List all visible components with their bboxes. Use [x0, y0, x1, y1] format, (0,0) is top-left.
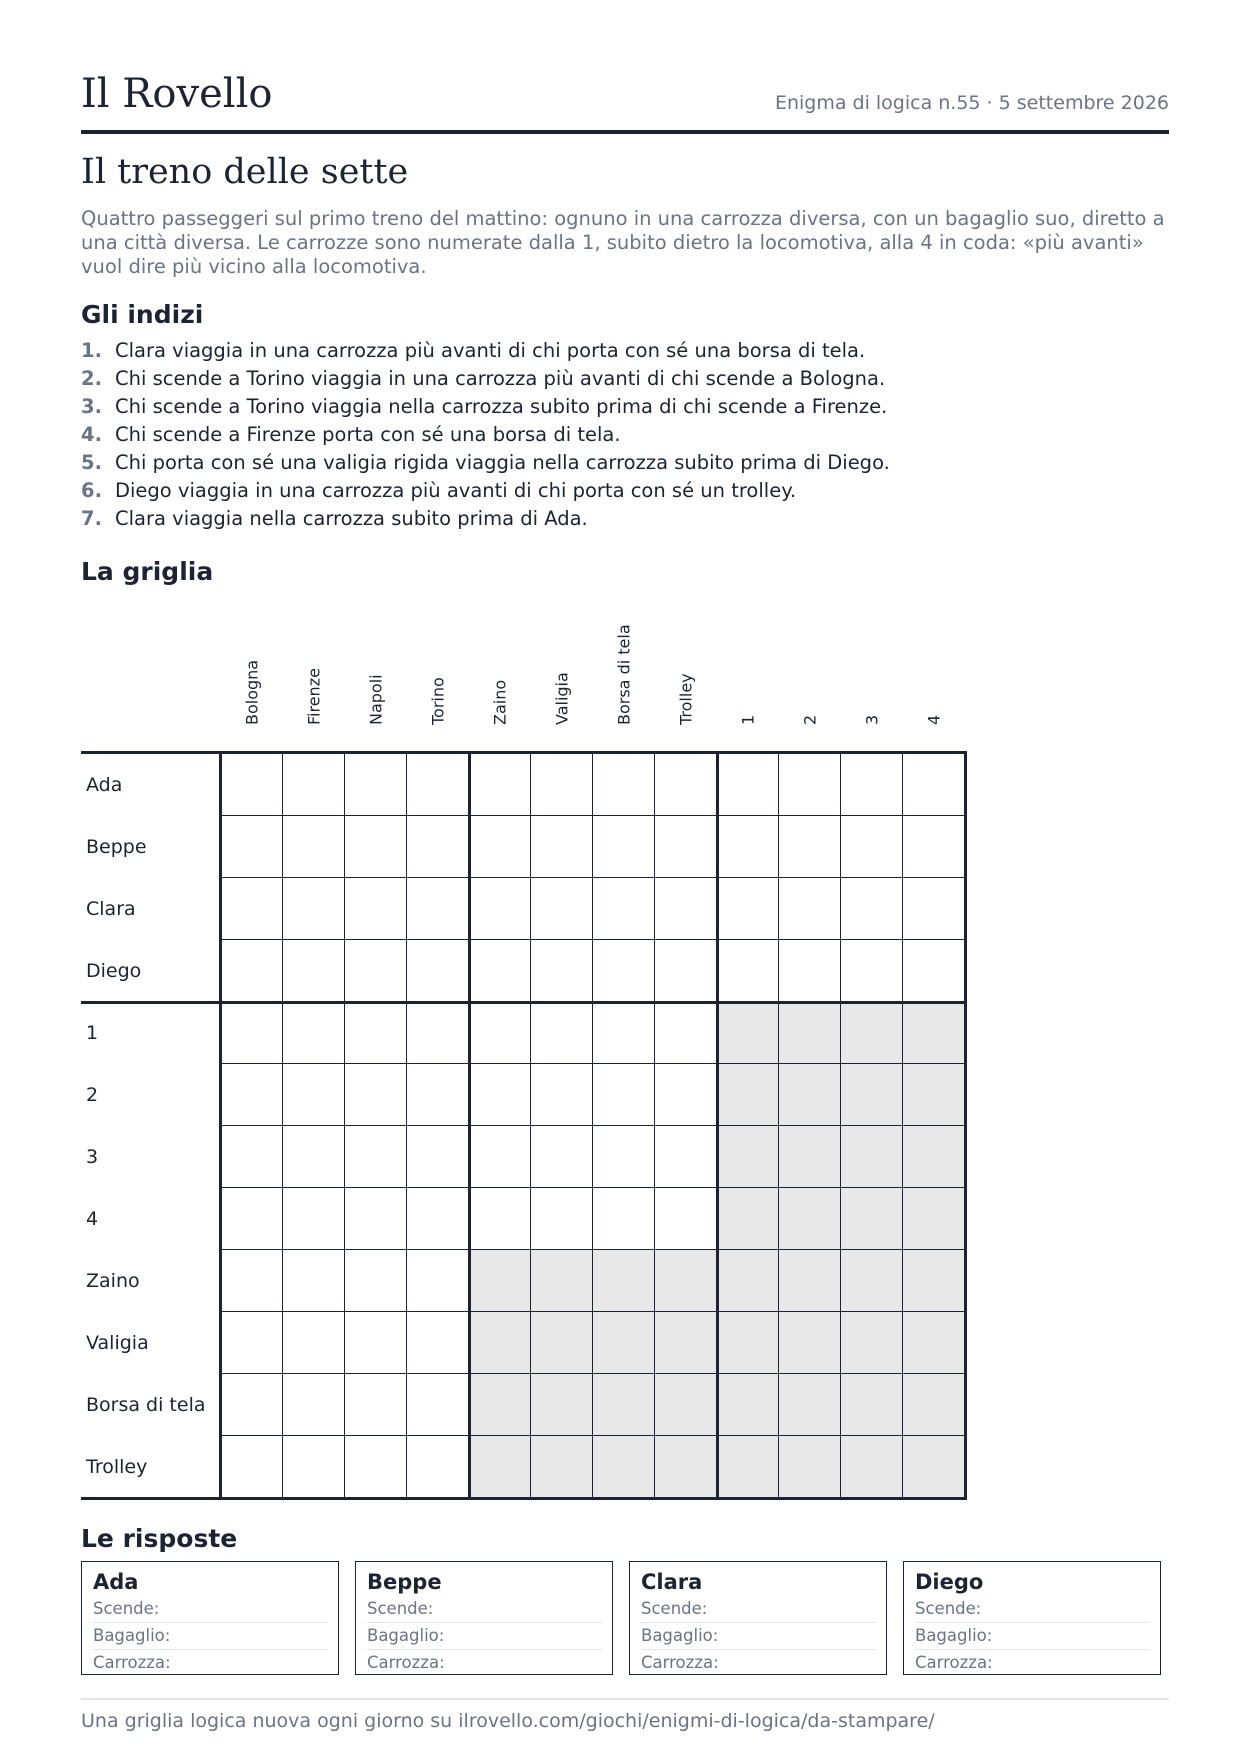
grid-cell[interactable] — [841, 940, 903, 1002]
grid-column-label: Valigia — [552, 672, 572, 725]
grid-cell[interactable] — [717, 940, 779, 1002]
grid-row-header: Zaino — [86, 1270, 140, 1292]
clue-text: Chi scende a Firenze porta con sé una borsa di tela. — [115, 423, 621, 446]
clue-item — [81, 365, 890, 393]
grid-cell[interactable] — [903, 754, 965, 816]
answer-card-name: Diego — [915, 1570, 984, 1594]
grid-cell-blocked — [779, 1126, 841, 1188]
grid-cell-blocked — [779, 1374, 841, 1436]
grid-cell[interactable] — [469, 816, 531, 878]
grid-cell-blocked — [469, 1250, 531, 1312]
grid-cell[interactable] — [345, 754, 407, 816]
grid-cell[interactable] — [593, 940, 655, 1002]
grid-cell[interactable] — [345, 940, 407, 1002]
clue-item — [81, 477, 890, 505]
grid-cell-blocked — [779, 1312, 841, 1374]
grid-cell[interactable] — [221, 1002, 283, 1064]
grid-column-label: Borsa di tela — [614, 624, 634, 725]
grid-cell-blocked — [903, 1126, 965, 1188]
answer-card — [355, 1561, 613, 1675]
clue-text: Chi porta con sé una valigia rigida viaggia nella carrozza subito prima di Diego. — [115, 451, 890, 474]
grid-cell[interactable] — [221, 1126, 283, 1188]
grid-cell-blocked — [717, 1436, 779, 1498]
answer-field[interactable]: Bagaglio: — [641, 1623, 876, 1650]
grid-cell-blocked — [593, 1250, 655, 1312]
answer-field[interactable]: Bagaglio: — [93, 1623, 328, 1650]
grid-cell-blocked — [779, 1188, 841, 1250]
puzzle-title: Il treno delle sette — [81, 152, 409, 192]
clue-item — [81, 393, 890, 421]
grid-cell-blocked — [717, 1002, 779, 1064]
grid-column-header — [717, 600, 779, 750]
grid-cell-blocked — [717, 1188, 779, 1250]
grid-cell-blocked — [903, 1250, 965, 1312]
grid-cell[interactable] — [345, 1374, 407, 1436]
grid-cell[interactable] — [593, 1064, 655, 1126]
grid-row-header: 2 — [86, 1084, 99, 1106]
grid-cell-blocked — [903, 1374, 965, 1436]
grid-cell-blocked — [841, 1126, 903, 1188]
grid-block-divider — [964, 751, 967, 1500]
grid-cell-blocked — [779, 1250, 841, 1312]
grid-column-header — [531, 600, 593, 750]
grid-cell-blocked — [841, 1188, 903, 1250]
grid-cell[interactable] — [655, 1002, 717, 1064]
grid-cell[interactable] — [283, 754, 345, 816]
clue-number: 1. — [81, 339, 102, 362]
grid-cell[interactable] — [469, 878, 531, 940]
clue-number: 4. — [81, 423, 102, 446]
answer-card-name: Clara — [641, 1570, 703, 1594]
grid-cell[interactable] — [221, 1064, 283, 1126]
grid-cell-blocked — [841, 1312, 903, 1374]
grid-cell[interactable] — [717, 754, 779, 816]
clue-item — [81, 505, 890, 533]
grid-cell[interactable] — [407, 1312, 469, 1374]
clue-text: Diego viaggia in una carrozza più avanti di chi porta con sé un trolley. — [115, 479, 797, 502]
grid-row-header: Beppe — [86, 836, 147, 858]
grid-cell[interactable] — [903, 940, 965, 1002]
clue-number: 3. — [81, 395, 102, 418]
grid-row-header: Ada — [86, 774, 123, 796]
clue-number: 5. — [81, 451, 102, 474]
answer-field[interactable]: Scende: — [367, 1596, 602, 1623]
grid-column-header — [655, 600, 717, 750]
grid-column-header — [345, 600, 407, 750]
grid-cell[interactable] — [221, 1436, 283, 1498]
grid-cell[interactable] — [221, 754, 283, 816]
grid-row-header: 4 — [86, 1208, 99, 1230]
grid-cell[interactable] — [593, 754, 655, 816]
grid-cell[interactable] — [903, 816, 965, 878]
grid-cell-blocked — [903, 1064, 965, 1126]
answer-field[interactable]: Scende: — [641, 1596, 876, 1623]
grid-cell[interactable] — [283, 878, 345, 940]
grid-cell[interactable] — [593, 878, 655, 940]
grid-cell[interactable] — [221, 1312, 283, 1374]
grid-column-label: Bologna — [242, 659, 262, 725]
grid-column-header — [779, 600, 841, 750]
grid-heading: La griglia — [81, 557, 214, 586]
grid-cell-blocked — [593, 1374, 655, 1436]
grid-cell-blocked — [903, 1188, 965, 1250]
grid-cell-blocked — [531, 1250, 593, 1312]
grid-cell[interactable] — [345, 878, 407, 940]
grid-cell[interactable] — [717, 816, 779, 878]
answer-field[interactable]: Carrozza: — [93, 1653, 171, 1672]
brand-logo: Il Rovello — [81, 71, 273, 117]
grid-cell[interactable] — [407, 1436, 469, 1498]
grid-cell[interactable] — [345, 1064, 407, 1126]
grid-cell[interactable] — [531, 754, 593, 816]
grid-cell-blocked — [469, 1374, 531, 1436]
grid-cell-blocked — [717, 1250, 779, 1312]
grid-cell[interactable] — [407, 1374, 469, 1436]
grid-cell[interactable] — [283, 816, 345, 878]
grid-cell[interactable] — [655, 754, 717, 816]
clue-number: 2. — [81, 367, 102, 390]
grid-cell-blocked — [531, 1436, 593, 1498]
grid-cell[interactable] — [531, 1126, 593, 1188]
answer-card — [629, 1561, 887, 1675]
clue-text: Chi scende a Torino viaggia nella carrozza subito prima di chi scende a Firenze. — [115, 395, 888, 418]
grid-cell[interactable] — [283, 1374, 345, 1436]
answers-section — [81, 1561, 1169, 1677]
footer-note: Una griglia logica nuova ogni giorno su ilrovello.com/giochi/enigmi-di-logica/da-stampare/ — [81, 1698, 1169, 1732]
grid-cell[interactable] — [469, 1002, 531, 1064]
answer-card — [81, 1561, 339, 1675]
grid-cell[interactable] — [469, 940, 531, 1002]
grid-cell[interactable] — [655, 878, 717, 940]
grid-cell-blocked — [655, 1374, 717, 1436]
grid-cell[interactable] — [841, 878, 903, 940]
grid-cell[interactable] — [531, 940, 593, 1002]
puzzle-intro: Quattro passeggeri sul primo treno del mattino: ognuno in una carrozza diversa, con un bagaglio suo, diretto a una città diversa. Le carrozze sono numerate dalla 1, subito dietro la locomotiva, alla 4 in coda: «più avanti» vuol dire più vicino alla locomotiva. — [81, 207, 1165, 278]
grid-cell[interactable] — [779, 940, 841, 1002]
grid-cell[interactable] — [841, 816, 903, 878]
grid-cell[interactable] — [345, 1312, 407, 1374]
grid-row-header: Clara — [86, 898, 136, 920]
grid-cell[interactable] — [221, 1374, 283, 1436]
grid-cell-blocked — [841, 1064, 903, 1126]
grid-cell[interactable] — [655, 1188, 717, 1250]
grid-cell-blocked — [779, 1436, 841, 1498]
grid-row-header: 1 — [86, 1022, 99, 1044]
answer-field[interactable]: Scende: — [93, 1596, 328, 1623]
grid-cell[interactable] — [593, 1126, 655, 1188]
grid-cell[interactable] — [407, 816, 469, 878]
answer-field[interactable]: Bagaglio: — [915, 1623, 1150, 1650]
grid-cell-blocked — [717, 1312, 779, 1374]
grid-block-divider — [81, 751, 967, 754]
grid-column-header — [593, 600, 655, 750]
grid-cell-blocked — [655, 1436, 717, 1498]
grid-cell[interactable] — [469, 1188, 531, 1250]
grid-cell[interactable] — [655, 1126, 717, 1188]
grid-column-header — [469, 600, 531, 750]
grid-column-label: Torino — [428, 677, 448, 725]
grid-cell[interactable] — [779, 816, 841, 878]
masthead — [81, 68, 1169, 134]
grid-cell-blocked — [841, 1436, 903, 1498]
grid-cell[interactable] — [345, 1188, 407, 1250]
grid-column-label: 3 — [862, 714, 882, 725]
grid-cell[interactable] — [283, 940, 345, 1002]
grid-row-header: Borsa di tela — [86, 1394, 206, 1416]
grid-cell-blocked — [841, 1250, 903, 1312]
clues-heading: Gli indizi — [81, 300, 204, 329]
puzzle-page — [81, 0, 1169, 1754]
grid-cell-blocked — [593, 1436, 655, 1498]
grid-cell-blocked — [531, 1312, 593, 1374]
grid-cell[interactable] — [593, 816, 655, 878]
grid-block-divider — [219, 751, 222, 1500]
answer-card-name: Ada — [93, 1570, 139, 1594]
clue-item — [81, 337, 890, 365]
grid-cell[interactable] — [531, 878, 593, 940]
grid-cell[interactable] — [841, 754, 903, 816]
grid-cell[interactable] — [655, 816, 717, 878]
clues-list — [81, 337, 890, 533]
grid-cell[interactable] — [779, 878, 841, 940]
grid-cell-blocked — [469, 1436, 531, 1498]
grid-cell[interactable] — [283, 1002, 345, 1064]
clue-text: Clara viaggia nella carrozza subito prima di Ada. — [115, 507, 588, 530]
clue-item — [81, 421, 890, 449]
grid-cell[interactable] — [655, 940, 717, 1002]
grid-cell[interactable] — [407, 1126, 469, 1188]
grid-cell[interactable] — [283, 1188, 345, 1250]
grid-cell[interactable] — [345, 1436, 407, 1498]
grid-cell[interactable] — [407, 1002, 469, 1064]
grid-cell-blocked — [841, 1374, 903, 1436]
grid-cell-blocked — [779, 1064, 841, 1126]
grid-cell[interactable] — [593, 1002, 655, 1064]
grid-cell[interactable] — [407, 1064, 469, 1126]
grid-cell[interactable] — [407, 754, 469, 816]
grid-block-divider — [716, 751, 719, 1500]
grid-cell[interactable] — [531, 816, 593, 878]
grid-column-label: 4 — [924, 714, 944, 725]
grid-cell[interactable] — [407, 1250, 469, 1312]
grid-cell-blocked — [531, 1374, 593, 1436]
grid-cell[interactable] — [221, 1250, 283, 1312]
answer-field[interactable]: Bagaglio: — [367, 1623, 602, 1650]
grid-column-header — [903, 600, 965, 750]
answer-field[interactable]: Carrozza: — [915, 1653, 993, 1672]
grid-cell[interactable] — [531, 1188, 593, 1250]
issue-line: Enigma di logica n.55 · 5 settembre 2026 — [774, 92, 1169, 114]
grid-column-label: 2 — [800, 714, 820, 725]
grid-cell[interactable] — [221, 940, 283, 1002]
grid-cell[interactable] — [593, 1188, 655, 1250]
grid-row-header: 3 — [86, 1146, 99, 1168]
grid-cell-blocked — [779, 1002, 841, 1064]
grid-cell-blocked — [717, 1374, 779, 1436]
grid-block-divider — [81, 1497, 967, 1500]
grid-cell-blocked — [903, 1312, 965, 1374]
grid-cell[interactable] — [221, 1188, 283, 1250]
grid-cell[interactable] — [345, 1126, 407, 1188]
grid-cell[interactable] — [283, 1064, 345, 1126]
grid-row-header: Diego — [86, 960, 142, 982]
grid-cell[interactable] — [221, 878, 283, 940]
grid-column-header — [407, 600, 469, 750]
grid-cell[interactable] — [717, 878, 779, 940]
grid-cell-blocked — [903, 1002, 965, 1064]
grid-column-label: 1 — [738, 714, 758, 725]
grid-cell[interactable] — [655, 1064, 717, 1126]
clue-text: Clara viaggia in una carrozza più avanti di chi porta con sé una borsa di tela. — [115, 339, 866, 362]
grid-row-header: Valigia — [86, 1332, 149, 1354]
grid-column-header — [841, 600, 903, 750]
answer-field[interactable]: Carrozza: — [641, 1653, 719, 1672]
answer-card — [903, 1561, 1161, 1675]
grid-cell[interactable] — [407, 878, 469, 940]
grid-cell-blocked — [841, 1002, 903, 1064]
clue-number: 6. — [81, 479, 102, 502]
grid-cell[interactable] — [283, 1436, 345, 1498]
grid-column-label: Napoli — [366, 674, 386, 725]
clue-text: Chi scende a Torino viaggia in una carrozza più avanti di chi scende a Bologna. — [115, 367, 886, 390]
grid-cell[interactable] — [345, 1002, 407, 1064]
grid-cell[interactable] — [903, 878, 965, 940]
answer-field[interactable]: Scende: — [915, 1596, 1150, 1623]
grid-cell[interactable] — [407, 940, 469, 1002]
grid-cell[interactable] — [221, 816, 283, 878]
grid-column-header — [283, 600, 345, 750]
grid-cell[interactable] — [531, 1002, 593, 1064]
grid-cell[interactable] — [469, 1126, 531, 1188]
grid-cell[interactable] — [407, 1188, 469, 1250]
grid-cell-blocked — [655, 1250, 717, 1312]
answer-field[interactable]: Carrozza: — [367, 1653, 445, 1672]
grid-cell[interactable] — [283, 1126, 345, 1188]
clue-number: 7. — [81, 507, 102, 530]
grid-cell[interactable] — [779, 754, 841, 816]
grid-cell-blocked — [593, 1312, 655, 1374]
grid-cell[interactable] — [283, 1312, 345, 1374]
grid-cell-blocked — [717, 1064, 779, 1126]
grid-column-label: Zaino — [490, 679, 510, 725]
answer-card-name: Beppe — [367, 1570, 442, 1594]
grid-column-header — [221, 600, 283, 750]
grid-column-label: Firenze — [304, 668, 324, 725]
grid-cell[interactable] — [469, 754, 531, 816]
grid-row-header: Trolley — [86, 1456, 148, 1478]
grid-column-label: Trolley — [676, 673, 696, 725]
grid-cell[interactable] — [531, 1064, 593, 1126]
grid-cell[interactable] — [283, 1250, 345, 1312]
grid-cell[interactable] — [345, 1250, 407, 1312]
clue-item — [81, 449, 890, 477]
grid-cell-blocked — [903, 1436, 965, 1498]
grid-cell[interactable] — [345, 816, 407, 878]
answers-heading: Le risposte — [81, 1524, 238, 1553]
grid-block-divider — [468, 751, 471, 1500]
grid-block-divider — [81, 1001, 967, 1004]
grid-cell-blocked — [717, 1126, 779, 1188]
grid-cell[interactable] — [469, 1064, 531, 1126]
grid-cell-blocked — [655, 1312, 717, 1374]
grid-cell-blocked — [469, 1312, 531, 1374]
